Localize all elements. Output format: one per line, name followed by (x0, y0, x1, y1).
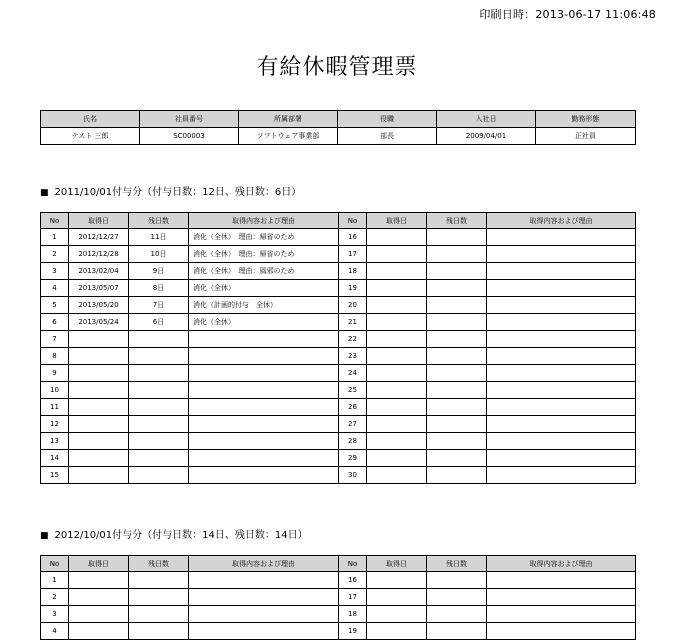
row-no: 9 (41, 365, 69, 382)
row-no: 2 (41, 589, 69, 606)
row-reason (189, 623, 339, 640)
row-reason (189, 382, 339, 399)
row-no: 5 (41, 297, 69, 314)
table-row (41, 263, 636, 280)
row-date (69, 416, 129, 433)
row-no: 1 (41, 229, 69, 246)
row-date (367, 572, 427, 589)
row-date (69, 433, 129, 450)
row-remaining: 10日 (129, 246, 189, 263)
row-reason (487, 399, 636, 416)
row-reason (487, 416, 636, 433)
row-no: 29 (339, 450, 367, 467)
row-date (69, 623, 129, 640)
employee-header-employment-type: 勤務形態 (536, 111, 636, 128)
row-remaining (427, 450, 487, 467)
row-no: 15 (41, 467, 69, 484)
row-reason (487, 623, 636, 640)
row-date (367, 382, 427, 399)
row-remaining (129, 433, 189, 450)
header-remaining: 残日数 (129, 213, 189, 229)
row-no: 26 (339, 399, 367, 416)
square-bullet-icon: ■ (40, 188, 49, 198)
section-heading (40, 526, 308, 541)
row-date (69, 606, 129, 623)
row-remaining: 9日 (129, 263, 189, 280)
employee-id: SC00003 (140, 128, 239, 145)
row-remaining (427, 365, 487, 382)
row-no: 27 (339, 416, 367, 433)
row-reason (189, 589, 339, 606)
row-no: 30 (339, 467, 367, 484)
leave-table (40, 555, 636, 640)
row-date (367, 450, 427, 467)
row-date: 2012/12/28 (69, 246, 129, 263)
employee-header-position: 役職 (338, 111, 437, 128)
row-date (69, 331, 129, 348)
row-date (69, 365, 129, 382)
header-remaining: 残日数 (129, 556, 189, 572)
employee-info-table (40, 110, 636, 145)
row-date (69, 467, 129, 484)
row-no: 25 (339, 382, 367, 399)
row-date (69, 399, 129, 416)
row-date (367, 467, 427, 484)
row-reason: 消化（全休） (189, 280, 339, 297)
row-remaining (129, 331, 189, 348)
employee-header-name: 氏名 (41, 111, 140, 128)
row-no: 3 (41, 263, 69, 280)
row-date (69, 348, 129, 365)
employee-header-id: 社員番号 (140, 111, 239, 128)
row-date (367, 399, 427, 416)
row-date (367, 365, 427, 382)
row-remaining (427, 606, 487, 623)
table-row (41, 331, 636, 348)
row-date (367, 589, 427, 606)
row-no: 1 (41, 572, 69, 589)
row-no: 2 (41, 246, 69, 263)
row-reason: 消化（全休） 理由：帰省のため (189, 246, 339, 263)
employee-header-department: 所属部署 (239, 111, 338, 128)
header-reason: 取得内容および理由 (189, 213, 339, 229)
table-header-row (41, 556, 636, 572)
table-row (41, 467, 636, 484)
row-date (367, 229, 427, 246)
row-no: 16 (339, 229, 367, 246)
header-no: No (339, 213, 367, 229)
row-date: 2013/05/24 (69, 314, 129, 331)
row-date (367, 314, 427, 331)
row-no: 12 (41, 416, 69, 433)
header-remaining: 残日数 (427, 213, 487, 229)
employee-header-join-date: 入社日 (437, 111, 536, 128)
row-remaining (427, 297, 487, 314)
row-reason: 消化（全休） (189, 314, 339, 331)
row-reason (487, 365, 636, 382)
row-remaining (129, 623, 189, 640)
row-reason (189, 331, 339, 348)
row-date: 2013/05/20 (69, 297, 129, 314)
table-header-row (41, 213, 636, 229)
row-no: 10 (41, 382, 69, 399)
row-remaining (427, 263, 487, 280)
row-no: 13 (41, 433, 69, 450)
row-reason (487, 246, 636, 263)
row-reason (189, 467, 339, 484)
table-row (41, 572, 636, 589)
row-date (367, 263, 427, 280)
row-remaining (427, 280, 487, 297)
row-remaining: 8日 (129, 280, 189, 297)
employee-position: 部長 (338, 128, 437, 145)
row-no: 16 (339, 572, 367, 589)
header-date: 取得日 (367, 213, 427, 229)
row-date (367, 433, 427, 450)
row-no: 4 (41, 623, 69, 640)
header-date: 取得日 (69, 556, 129, 572)
row-date (69, 572, 129, 589)
row-date (367, 606, 427, 623)
row-no: 6 (41, 314, 69, 331)
section-heading-text: 2012/10/01付与分（付与日数：14日、残日数：14日） (54, 530, 308, 541)
row-remaining (427, 416, 487, 433)
employee-join-date: 2009/04/01 (437, 128, 536, 145)
row-remaining (427, 246, 487, 263)
table-row (41, 246, 636, 263)
row-remaining (129, 589, 189, 606)
employee-value-row (41, 128, 636, 145)
employee-department: ソフトウェア事業部 (239, 128, 338, 145)
row-reason (189, 348, 339, 365)
header-no: No (41, 213, 69, 229)
row-remaining (427, 623, 487, 640)
row-reason (487, 382, 636, 399)
row-date (367, 331, 427, 348)
table-row (41, 623, 636, 640)
row-no: 23 (339, 348, 367, 365)
row-no: 3 (41, 606, 69, 623)
row-reason (487, 450, 636, 467)
row-no: 17 (339, 589, 367, 606)
row-reason (189, 450, 339, 467)
employee-employment-type: 正社員 (536, 128, 636, 145)
row-reason (487, 229, 636, 246)
table-row (41, 297, 636, 314)
table-row (41, 433, 636, 450)
row-reason (487, 589, 636, 606)
row-reason (189, 572, 339, 589)
row-date (367, 246, 427, 263)
table-row (41, 606, 636, 623)
row-remaining (129, 467, 189, 484)
row-reason: 消化（全休） 理由：帰省のため (189, 229, 339, 246)
row-remaining (129, 416, 189, 433)
row-reason (487, 348, 636, 365)
row-remaining: 7日 (129, 297, 189, 314)
table-row (41, 348, 636, 365)
row-no: 18 (339, 606, 367, 623)
row-remaining (129, 399, 189, 416)
row-date (367, 416, 427, 433)
row-remaining (427, 382, 487, 399)
header-date: 取得日 (69, 213, 129, 229)
square-bullet-icon: ■ (40, 531, 49, 541)
row-reason (189, 416, 339, 433)
header-no: No (339, 556, 367, 572)
row-remaining (427, 589, 487, 606)
row-remaining (129, 572, 189, 589)
row-date: 2012/12/27 (69, 229, 129, 246)
row-date: 2013/02/04 (69, 263, 129, 280)
row-reason (487, 314, 636, 331)
row-no: 19 (339, 280, 367, 297)
row-no: 11 (41, 399, 69, 416)
section-heading-text: 2011/10/01付与分（付与日数：12日、残日数：6日） (54, 187, 302, 198)
row-reason: 消化（全休） 理由：風邪のため (189, 263, 339, 280)
row-no: 20 (339, 297, 367, 314)
employee-name: テスト 三郎 (41, 128, 140, 145)
table-row (41, 382, 636, 399)
row-reason: 消化（計画的付与 全休） (189, 297, 339, 314)
row-remaining (129, 450, 189, 467)
employee-header-row (41, 111, 636, 128)
row-no: 21 (339, 314, 367, 331)
row-reason (487, 572, 636, 589)
row-reason (487, 331, 636, 348)
table-row (41, 399, 636, 416)
section-heading (40, 183, 301, 198)
row-date (69, 382, 129, 399)
row-remaining (427, 572, 487, 589)
row-date (69, 450, 129, 467)
header-reason: 取得内容および理由 (487, 213, 636, 229)
row-remaining (129, 606, 189, 623)
row-reason (487, 280, 636, 297)
row-no: 17 (339, 246, 367, 263)
header-remaining: 残日数 (427, 556, 487, 572)
print-date: 印刷日時：2013-06-17 11:06:48 (479, 8, 656, 21)
row-no: 14 (41, 450, 69, 467)
row-reason (189, 433, 339, 450)
table-row (41, 589, 636, 606)
row-date (367, 280, 427, 297)
row-no: 28 (339, 433, 367, 450)
row-no: 4 (41, 280, 69, 297)
table-row (41, 314, 636, 331)
row-no: 19 (339, 623, 367, 640)
row-remaining (129, 348, 189, 365)
header-no: No (41, 556, 69, 572)
row-date (367, 623, 427, 640)
header-reason: 取得内容および理由 (189, 556, 339, 572)
table-row (41, 280, 636, 297)
table-row (41, 229, 636, 246)
row-remaining (427, 314, 487, 331)
row-remaining (427, 229, 487, 246)
row-no: 18 (339, 263, 367, 280)
row-no: 22 (339, 331, 367, 348)
row-reason (189, 606, 339, 623)
row-date: 2013/05/07 (69, 280, 129, 297)
row-no: 24 (339, 365, 367, 382)
row-reason (189, 399, 339, 416)
row-remaining: 11日 (129, 229, 189, 246)
row-no: 8 (41, 348, 69, 365)
row-reason (487, 433, 636, 450)
header-reason: 取得内容および理由 (487, 556, 636, 572)
row-remaining (427, 331, 487, 348)
row-reason (487, 297, 636, 314)
row-reason (487, 263, 636, 280)
row-remaining (427, 348, 487, 365)
row-remaining (427, 433, 487, 450)
row-remaining (129, 382, 189, 399)
header-date: 取得日 (367, 556, 427, 572)
table-row (41, 450, 636, 467)
page-title: 有給休暇管理票 (256, 55, 418, 80)
row-remaining (427, 467, 487, 484)
row-reason (487, 606, 636, 623)
table-row (41, 416, 636, 433)
row-remaining: 6日 (129, 314, 189, 331)
leave-table (40, 212, 636, 484)
row-date (367, 348, 427, 365)
row-remaining (427, 399, 487, 416)
row-date (367, 297, 427, 314)
row-reason (487, 467, 636, 484)
row-no: 7 (41, 331, 69, 348)
row-remaining (129, 365, 189, 382)
row-reason (189, 365, 339, 382)
row-date (69, 589, 129, 606)
table-row (41, 365, 636, 382)
